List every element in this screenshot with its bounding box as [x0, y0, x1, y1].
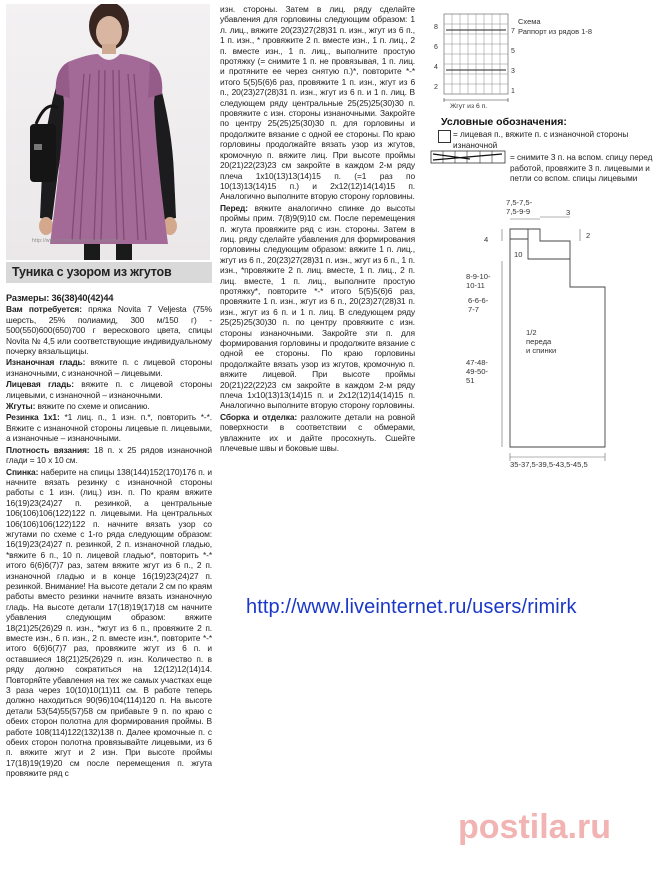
dim-neck-h: 10 — [514, 250, 523, 259]
watermark-text: postila.ru — [458, 808, 612, 846]
dim-armhole: 8-9-10- — [466, 272, 491, 281]
front-para — [220, 203, 415, 411]
front-text: вяжите аналогично спинке до высоты проймы прим. 7(8)9(9)10 см. После перемещения п. жгута провяжите ряд с изн. стороны. Затем в лиц. ряду сделайте убавления для формирования горловины следующим образом: вяжите 1 п. лиц., жгут из 6 п., 20(23)27(28)31 п. изн., жгут из 6 п., 1 п. изн., *провяжите 2 п. лиц. вместе, 1 п. лиц., 2 п. лиц. вместе, 1 п. лиц., выполните простую протяжку*, повторите *-* итого 5(5)5(6)6 раз, провяжите 1 п. изн., жгут из 6 п., 20(23)27(28)31 п. изн., жгут из 6 п. и 1 п. лиц. В следующем ряду 25(25)25(30)30 п. по центру провяжите с изн. стороны изнаночными. Закройте эти п. для формирования горловины и продолжите вязание с одной ее стороны. По краю горловины продолжайте вязать узор из жгутов, кромочную п. вяжите лицевой. При высоте проймы 20(21)22(22)23 см закройте в каждом 2-м ряду плеча 1x10(13)13(14)15 п. и 2x12(12)14(14)15 п. Аналогично выполните вторую сторону горловины. — [220, 202, 415, 411]
piece-label3: и спинки — [526, 346, 557, 355]
tunic-illustration — [6, 4, 210, 260]
watermark-logo — [458, 808, 656, 848]
stitch-label: Лицевая гладь: — [6, 379, 74, 390]
stitch-text: вяжите по схеме и описанию. — [37, 401, 150, 412]
yarn-label: Вам потребуется: — [6, 304, 82, 315]
row-left: 2 — [434, 84, 438, 91]
dim-length3: 51 — [466, 376, 475, 385]
dim-neck-drop: 3 — [566, 208, 571, 217]
front-label: Перед: — [220, 202, 248, 213]
row-left: 8 — [434, 24, 438, 31]
back-cont-text: изн. стороны. Затем в лиц. ряду сделайте убавления для горловины следующим образом: 1 л. лиц., вяжите 20(23)27(28)31 п. изн., жгут из 6 п., 1 п. изн., * провяжите 2 п. вместе изн., 1 п. лиц., 2 п. вместе изн., 1 п. лиц., выполните простую протяжку (= снимите 1 п. не провязывая, 1 п. лиц. и протяните ее через снятую п.)*, повторите *-* итого 5(5)5(6)6 раз, провяжите 1 п. изн., жгут из 6 п., 20(23)27(28)31 п. изн., жгут из 6 п. и 1 п. лиц. В следующем ряду центральные 25(25)25(30)30 п. провяжите с изн. стороны изнаночными. Закройте по центру 25(25)25(30)30 п. для горловины и продолжите вязание с одной ее стороны. По краю горловины продолжайте вязать узор из жгутов, кромочную п. вяжите лиц. При высоте проймы 20(21)22(23)23 см закройте в каждом 2-м ряду плеча 1x10(13)13(14)15 п. (=1 раз по 10(13)13(14)15 п.) и 2x12(12)14(14)15 п. Аналогично выполните вторую сторону горловины. — [220, 4, 415, 202]
stitch-text: вяжите п. с лицевой стороны лицевыми, с изнаночной – изнаночными. — [6, 379, 212, 400]
chart-heading — [518, 17, 592, 36]
stitch-para — [6, 445, 212, 466]
dim-top2: 7,5-9-9 — [506, 207, 531, 216]
stitch-label: Резинка 1x1: — [6, 412, 60, 423]
stitch-para — [6, 412, 212, 443]
piece-label2: переда — [526, 337, 552, 346]
stitch-para — [6, 357, 212, 378]
page-title: Туника с узором из жгутов — [12, 265, 172, 279]
assembly-label: Сборка и отделка: — [220, 411, 298, 422]
cable-label: Жгут из 6 п. — [450, 103, 488, 110]
stitch-para — [6, 379, 212, 400]
stitch-text: 18 п. x 25 рядов изнаночной глади = 10 x 10 см. — [6, 444, 212, 466]
dim-length: 47-48- — [466, 358, 488, 367]
garment-schematic — [440, 195, 658, 470]
title-bar — [6, 262, 212, 283]
column-2 — [220, 4, 415, 552]
stitch-label: Изнаночная гладь: — [6, 357, 86, 368]
row-right: 1 — [511, 88, 515, 95]
piece-label: 1/2 — [526, 328, 537, 337]
knitting-chart — [432, 10, 522, 110]
chart-repeat: Раппорт из рядов 1-8 — [518, 26, 593, 36]
dim-length2: 49-50- — [466, 367, 488, 376]
row-left: 4 — [434, 64, 438, 71]
stitch-text: вяжите п. с лицевой стороны изнаночными, с изнаночной – лицевыми. — [6, 357, 212, 378]
cable-symbol — [430, 150, 506, 164]
dim-armhole2: 10-11 — [466, 281, 485, 290]
dim-neck-depth: 4 — [484, 235, 489, 244]
model-photo — [6, 4, 210, 260]
chart-title: Схема — [518, 17, 541, 26]
legend-cable: = снимите 3 п. на вспом. спицу перед работой, провяжите 3 п. лицевыми и петли со вспом. спицы лицевыми — [510, 153, 653, 183]
column-1 — [6, 293, 212, 873]
sizes-para — [6, 293, 212, 303]
row-right: 5 — [511, 48, 515, 55]
back-text: наберите на спицы 138(144)152(170)176 п. и начните вязать резинку с изнаночной стороны работы с 1 изн. (лиц.) изн. п. По краям вяжите 16(19)23(24)27 п. резинкой, а центральные 106(106)106(122)122 п. лицевыми. На центральных 106(106)106(122)122 п. начните вязать узор со жгутами по схеме с 1-го ряда следующим образом: 16(19)23(24)27 п. резинкой, 2 п. изнаночной гладью, *вяжите 6 п., 10 п. лицевой гладью*, повторить *-* итого 6(6)6(7)7 раз, затем вяжите жгут из 6 п., 2 п. изнаночной гладью и в конце 16(19)23(24)27 п. резинкой. Внимание! На высоте детали 2 см по краям работы вместо резинки начните вязать изнаночную гладь. На высоте детали 17(18)19(17)18 см начните убавления следующим образом: вяжите 18(21)25(26)29 п. изн., *жгут из 6 п., провяжите 2 п. вместе изн., 6 п. изн., 2 п. вместе изн.*, повторите *-* итого 6(6)6(7)7 раз, провяжите жгут из 6 п. и оставшиеся 18(21)25(26)29 п. изн. Количество п. в ряду должно сократиться на 12(12)12(14)14. Повторяйте убавления на тех же самых участках еще 3 раза через 10(10)10(11)11 см. В работе теперь должно находиться 90(96)104(114)120 п. На высоте детали 53(54)55(57)58 см прибавьте 9 п. по краю с обеих сторон полотна для формирования проймы. В работе 108(114)122(132)138 п. Далее кромочные п. с обеих сторон полотна провязывайте лицевыми, из 6 п. вяжите жгут и 2 изн. При высоте проймы 17(18)19(19)20 см после перемещения п. жгута провяжите ряд с — [6, 466, 212, 779]
purl-symbol — [438, 130, 451, 143]
dim-armhole-ext2: 7-7 — [468, 305, 479, 314]
dim-shoulder: 2 — [586, 231, 591, 240]
dim-top: 7,5-7,5- — [506, 198, 533, 207]
sizes-label: Размеры: — [6, 293, 50, 303]
stitch-label: Плотность вязания: — [6, 444, 90, 455]
source-link[interactable]: http://www.liveinternet.ru/users/rimirk — [246, 596, 577, 618]
photo-caption: http://www.liveinternet.ru/users/rimirk — [32, 238, 122, 244]
row-right: 3 — [511, 68, 515, 75]
legend-title: Условные обозначения: — [441, 116, 567, 128]
back-cont-para — [220, 4, 415, 202]
dim-bottom: 35-37,5-39,5-43,5-45,5 — [510, 460, 588, 469]
yarn-text: пряжа Novita 7 Veljesta (75% шерсть, 25% полиамид, 300 м/150 г) - 500(550)600(650)700 г верескового цвета, спицы Novita № 4,5 или соответствующие индивидуальному почерку вязальщицы. — [6, 304, 212, 357]
stitch-label: Жгуты: — [6, 401, 36, 412]
dim-armhole-ext: 6-6-6- — [468, 296, 489, 305]
yarn-para — [6, 304, 212, 356]
row-left: 6 — [434, 44, 438, 51]
stitch-text: *1 лиц. п., 1 изн. п.*, повторить *-*. Вяжите с изнаночной стороны лицевые п. лицевыми, а изнаночные – изнаночными. — [6, 412, 212, 444]
stitch-para — [6, 401, 212, 411]
row-right: 7 — [511, 28, 515, 35]
legend-purl: = лицевая п., вяжите п. с изнаночной стороны изнаночной — [453, 130, 629, 150]
assembly-para — [220, 412, 415, 454]
sizes-value: 36(38)40(42)44 — [51, 293, 114, 303]
back-label: Спинка: — [6, 466, 39, 477]
assembly-text: разложите детали на ровной поверхности в соответствии с обмерами, увлажните их и дайте просохнуть. Сшейте плечевые швы и боковые швы. — [220, 411, 415, 454]
back-para — [6, 467, 212, 779]
